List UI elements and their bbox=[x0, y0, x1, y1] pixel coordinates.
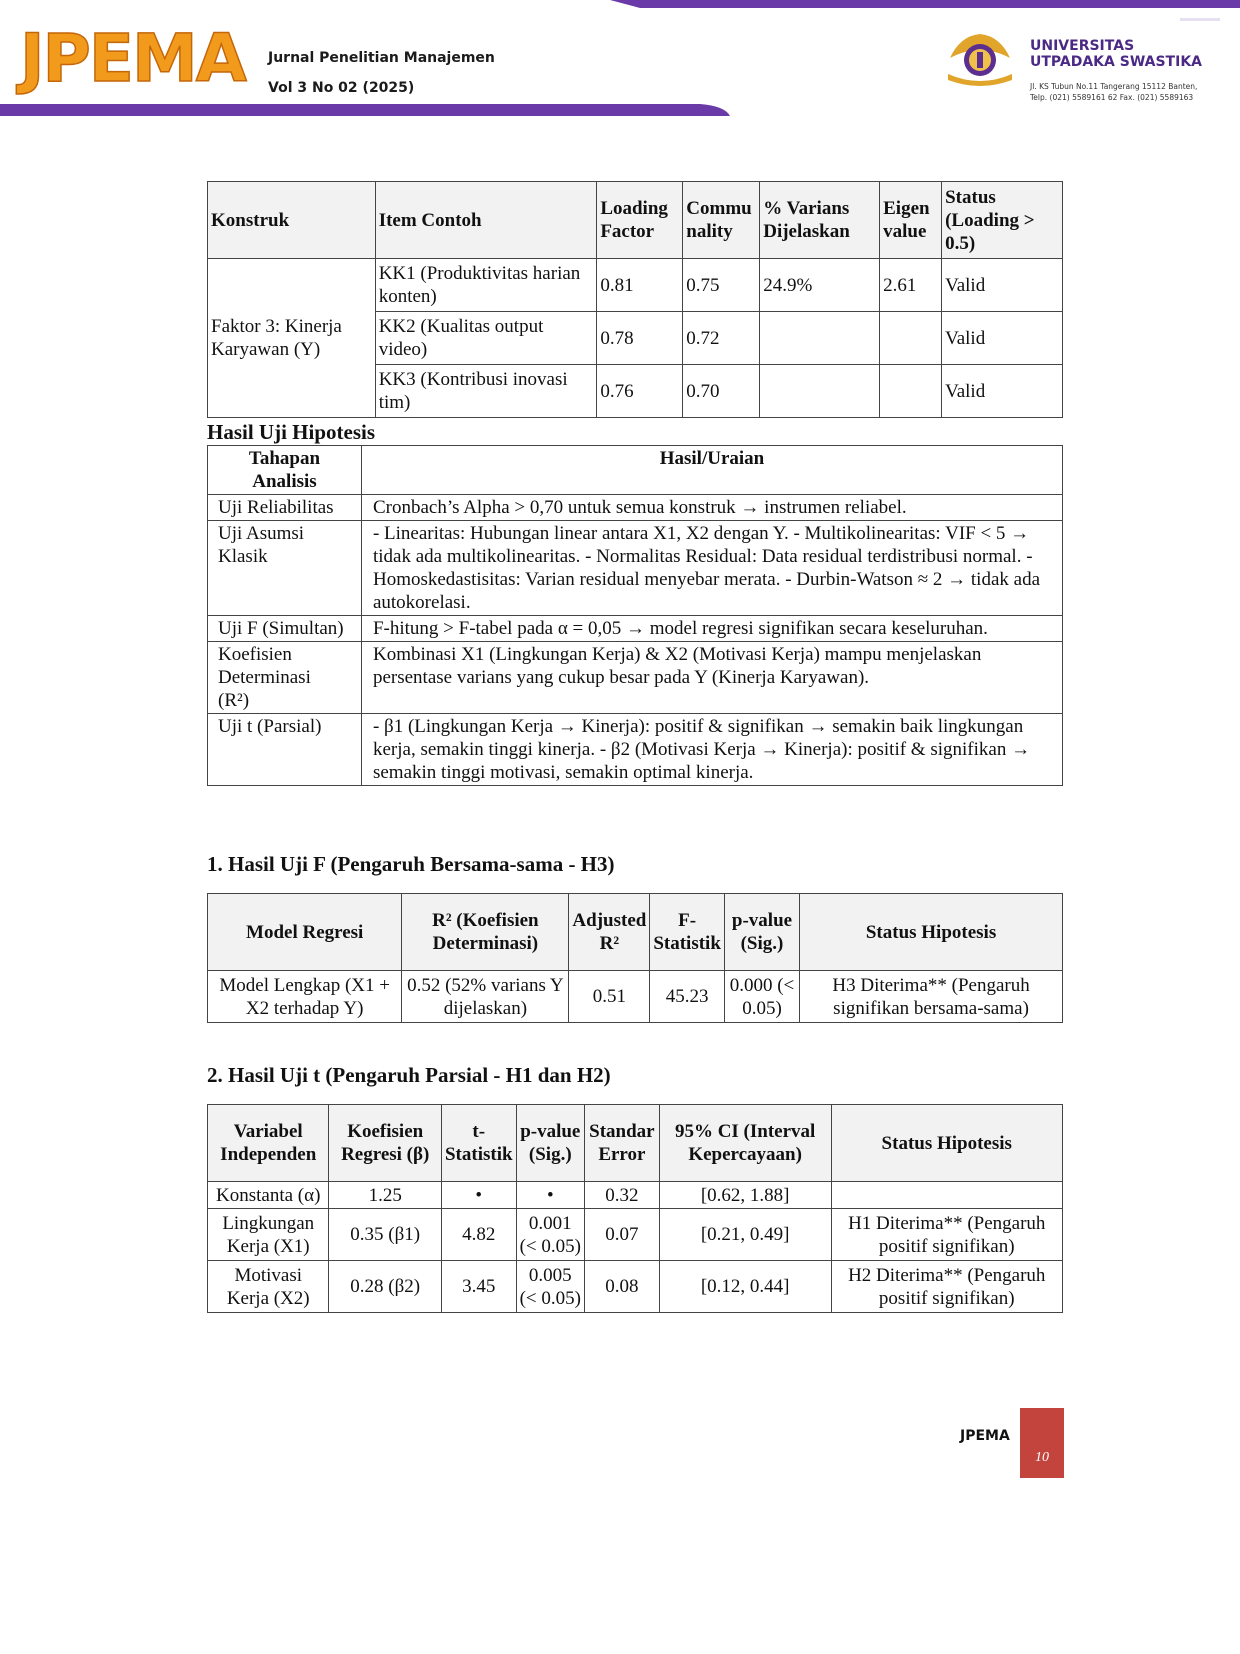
col-status: Status (Loading > 0.5) bbox=[942, 182, 1063, 259]
factor-analysis-table bbox=[207, 181, 1063, 418]
communality-cell: 0.70 bbox=[683, 365, 760, 418]
hypothesis-table bbox=[207, 445, 1063, 786]
status-cell: H3 Diterima** (Pengaruh signifikan bersama-sama) bbox=[800, 971, 1063, 1023]
se-cell: 0.32 bbox=[585, 1182, 660, 1209]
col-p-value: p-value (Sig.) bbox=[516, 1105, 584, 1182]
col-eigen: Eigen value bbox=[880, 182, 942, 259]
loading-cell: 0.78 bbox=[597, 312, 683, 365]
communality-cell: 0.75 bbox=[683, 259, 760, 312]
variable-cell: Lingkungan Kerja (X1) bbox=[208, 1209, 329, 1261]
adj-r2-cell: 0.51 bbox=[569, 971, 650, 1023]
variance-cell bbox=[760, 365, 880, 418]
variable-cell: Motivasi Kerja (X2) bbox=[208, 1261, 329, 1313]
university-emblem-icon bbox=[940, 28, 1020, 88]
col-variance: % Varians Dijelaskan bbox=[760, 182, 880, 259]
university-address-line1: Jl. KS Tubun No.11 Tangerang 15112 Banten, bbox=[1030, 82, 1198, 91]
stage-cell: Uji Asumsi Klasik bbox=[208, 521, 362, 616]
status-cell: H1 Diterima** (Pengaruh positif signifikan) bbox=[831, 1209, 1063, 1261]
page-number: 10 bbox=[1035, 1450, 1049, 1465]
coef-cell: 0.35 (β1) bbox=[329, 1209, 442, 1261]
item-cell: KK1 (Produktivitas harian konten) bbox=[375, 259, 597, 312]
hypothesis-section-title: Hasil Uji Hipotesis bbox=[207, 420, 376, 444]
table-row bbox=[208, 259, 1063, 312]
col-coef: Koefisien Regresi (β) bbox=[329, 1105, 442, 1182]
status-cell: H2 Diterima** (Pengaruh positif signifikan) bbox=[831, 1261, 1063, 1313]
coef-cell: 0.28 (β2) bbox=[329, 1261, 442, 1313]
page-header bbox=[0, 0, 1240, 125]
stage-cell: Koefisien Determinasi (R²) bbox=[208, 642, 362, 714]
col-status: Status Hipotesis bbox=[800, 894, 1063, 971]
coef-cell: 1.25 bbox=[329, 1182, 442, 1209]
loading-cell: 0.76 bbox=[597, 365, 683, 418]
col-loading: Loading Factor bbox=[597, 182, 683, 259]
communality-cell: 0.72 bbox=[683, 312, 760, 365]
result-cell: Cronbach’s Alpha > 0,70 untuk semua konstruk → instrumen reliabel. bbox=[361, 495, 1062, 521]
item-cell: KK2 (Kualitas output video) bbox=[375, 312, 597, 365]
status-cell bbox=[831, 1182, 1063, 1209]
table-row bbox=[208, 521, 1063, 616]
item-cell: KK3 (Kontribusi inovasi tim) bbox=[375, 365, 597, 418]
t-test-header bbox=[208, 1105, 1063, 1182]
p-cell: • bbox=[516, 1182, 584, 1209]
se-cell: 0.07 bbox=[585, 1209, 660, 1261]
col-ci: 95% CI (Interval Kepercayaan) bbox=[659, 1105, 831, 1182]
model-cell: Model Lengkap (X1 + X2 terhadap Y) bbox=[208, 971, 402, 1023]
loading-cell: 0.81 bbox=[597, 259, 683, 312]
journal-logo: JPEMA bbox=[20, 20, 245, 97]
col-model: Model Regresi bbox=[208, 894, 402, 971]
table-row bbox=[208, 616, 1063, 642]
t-cell: 3.45 bbox=[441, 1261, 516, 1313]
page-number-box bbox=[1020, 1408, 1064, 1478]
status-cell: Valid bbox=[942, 312, 1063, 365]
result-cell: - β1 (Lingkungan Kerja → Kinerja): positif & signifikan → semakin baik lingkungan kerja, semakin tinggi kinerja. - β2 (Motivasi Kerja → Kinerja): positif & signifikan → semakin tinggi motivasi, semakin optimal kinerja. bbox=[361, 714, 1062, 786]
table-row bbox=[208, 1261, 1063, 1313]
footer-brand: JPEMA bbox=[960, 1428, 1010, 1444]
col-communality: Commu nality bbox=[683, 182, 760, 259]
stage-cell: Uji Reliabilitas bbox=[208, 495, 362, 521]
col-result: Hasil/Uraian bbox=[361, 446, 1062, 495]
table-row bbox=[208, 495, 1063, 521]
journal-volume: Vol 3 No 02 (2025) bbox=[268, 80, 415, 96]
ci-cell: [0.62, 1.88] bbox=[659, 1182, 831, 1209]
hypothesis-table-header bbox=[208, 446, 1063, 495]
p-value-cell: 0.000 (< 0.05) bbox=[724, 971, 799, 1023]
variable-cell: Konstanta (α) bbox=[208, 1182, 329, 1209]
table-row bbox=[208, 971, 1063, 1023]
col-stage: Tahapan Analisis bbox=[208, 446, 362, 495]
p-cell: 0.005 (< 0.05) bbox=[516, 1261, 584, 1313]
result-cell: F-hitung > F-tabel pada α = 0,05 → model regresi signifikan secara keseluruhan. bbox=[361, 616, 1062, 642]
col-status: Status Hipotesis bbox=[831, 1105, 1063, 1182]
status-cell: Valid bbox=[942, 365, 1063, 418]
col-p-value: p-value (Sig.) bbox=[724, 894, 799, 971]
col-item: Item Contoh bbox=[375, 182, 597, 259]
table-row bbox=[208, 714, 1063, 786]
result-cell: - Linearitas: Hubungan linear antara X1, X2 dengan Y. - Multikolinearitas: VIF < 5 → tidak ada multikolinearitas. - Normalitas Residual: Data residual terdistribusi normal. - Homoskedastisitas: Varian residual menyebar merata. - Durbin-Watson ≈ 2 → tidak ada autokorelasi. bbox=[361, 521, 1062, 616]
r2-cell: 0.52 (52% varians Y dijelaskan) bbox=[402, 971, 569, 1023]
f-stat-cell: 45.23 bbox=[650, 971, 725, 1023]
stage-cell: Uji t (Parsial) bbox=[208, 714, 362, 786]
t-cell: 4.82 bbox=[441, 1209, 516, 1261]
t-test-title: 2. Hasil Uji t (Pengaruh Parsial - H1 dan H2) bbox=[207, 1063, 611, 1087]
eigen-cell bbox=[880, 365, 942, 418]
journal-name: Jurnal Penelitian Manajemen bbox=[268, 50, 495, 66]
col-se: Standar Error bbox=[585, 1105, 660, 1182]
eigen-cell bbox=[880, 312, 942, 365]
col-konstruk: Konstruk bbox=[208, 182, 376, 259]
col-r2: R² (Koefisien Determinasi) bbox=[402, 894, 569, 971]
col-adj-r2: Adjusted R² bbox=[569, 894, 650, 971]
table-row bbox=[208, 1182, 1063, 1209]
stage-cell: Uji F (Simultan) bbox=[208, 616, 362, 642]
variance-cell bbox=[760, 312, 880, 365]
result-cell: Kombinasi X1 (Lingkungan Kerja) & X2 (Motivasi Kerja) mampu menjelaskan persentase varians yang cukup besar pada Y (Kinerja Karyawan). bbox=[361, 642, 1062, 714]
ci-cell: [0.21, 0.49] bbox=[659, 1209, 831, 1261]
university-address-line2: Telp. (021) 5589161 62 Fax. (021) 5589163 bbox=[1030, 93, 1194, 102]
construct-cell: Faktor 3: Kinerja Karyawan (Y) bbox=[208, 259, 376, 418]
t-cell: • bbox=[441, 1182, 516, 1209]
eigen-cell: 2.61 bbox=[880, 259, 942, 312]
table-row bbox=[208, 1209, 1063, 1261]
factor-table-header bbox=[208, 182, 1063, 259]
status-cell: Valid bbox=[942, 259, 1063, 312]
table-row bbox=[208, 642, 1063, 714]
col-f-stat: F-Statistik bbox=[650, 894, 725, 971]
col-t-stat: t-Statistik bbox=[441, 1105, 516, 1182]
f-test-title: 1. Hasil Uji F (Pengaruh Bersama-sama - H3) bbox=[207, 852, 615, 876]
f-test-header bbox=[208, 894, 1063, 971]
variance-cell: 24.9% bbox=[760, 259, 880, 312]
t-test-table bbox=[207, 1104, 1063, 1313]
university-name-line2: UTPADAKA SWASTIKA bbox=[1030, 54, 1202, 70]
ci-cell: [0.12, 0.44] bbox=[659, 1261, 831, 1313]
university-name-line1: UNIVERSITAS bbox=[1030, 38, 1135, 54]
se-cell: 0.08 bbox=[585, 1261, 660, 1313]
col-variable: Variabel Independen bbox=[208, 1105, 329, 1182]
p-cell: 0.001 (< 0.05) bbox=[516, 1209, 584, 1261]
f-test-table bbox=[207, 893, 1063, 1023]
